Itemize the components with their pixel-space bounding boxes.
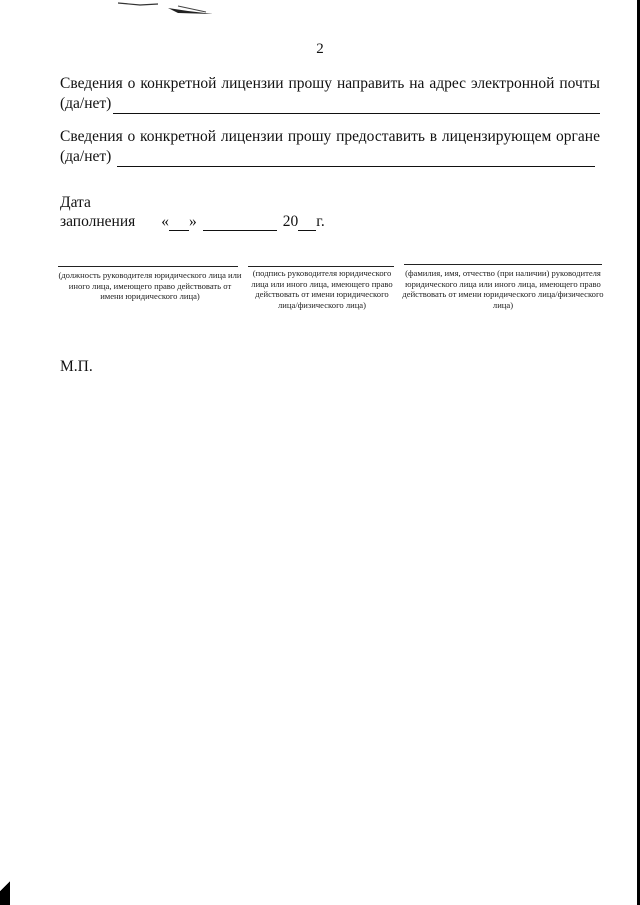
name-line[interactable]: [404, 264, 602, 265]
email-request-paragraph: [60, 74, 600, 114]
month-field[interactable]: [203, 216, 277, 231]
email-request-word: Сведения: [60, 75, 123, 92]
scan-artifact-top: [118, 0, 218, 14]
open-quote: «: [161, 213, 170, 230]
close-quote: »: [189, 213, 197, 230]
email-request-word: направить: [336, 75, 405, 92]
email-request-word: на: [409, 75, 425, 92]
email-yes-no-label: (да/нет): [60, 95, 112, 112]
office-request-word: предоставить: [336, 128, 425, 145]
stamp-place-label: М.П.: [60, 358, 93, 375]
email-request-word: лицензии: [221, 75, 284, 92]
office-request-word: лицензирующем: [441, 128, 552, 145]
office-request-word: о: [127, 128, 136, 145]
email-request-text: [60, 74, 600, 94]
year-suffix: г.: [316, 213, 325, 230]
email-request-word: адрес: [429, 75, 467, 92]
page-number: 2: [316, 41, 324, 57]
signature-line[interactable]: [248, 266, 394, 267]
email-request-word: прошу: [288, 75, 332, 92]
office-request-word: Сведения: [60, 128, 123, 145]
office-request-word: в: [429, 128, 438, 145]
office-request-paragraph: [60, 127, 600, 167]
year-field[interactable]: [298, 216, 316, 231]
date-label: Дата: [60, 194, 91, 211]
fill-date-block: [60, 193, 325, 231]
office-request-word: конкретной: [140, 128, 217, 145]
position-caption: (должность руководителя юридического лица или иного лица, имеющего право действовать от имени юридического лица): [58, 270, 242, 301]
email-request-word: конкретной: [140, 75, 217, 92]
office-request-word: прошу: [287, 128, 332, 145]
email-yes-no-field[interactable]: [113, 98, 600, 114]
position-line[interactable]: [58, 266, 238, 267]
office-request-word: лицензии: [220, 128, 284, 145]
office-yes-no-field[interactable]: [117, 151, 595, 167]
email-request-word: почты: [559, 75, 600, 92]
office-request-word: органе: [556, 128, 600, 145]
day-field[interactable]: [169, 216, 189, 231]
office-yes-no-label: (да/нет): [60, 148, 112, 165]
office-request-text: [60, 127, 600, 147]
email-request-word: электронной: [470, 75, 555, 92]
email-request-word: о: [127, 75, 136, 92]
fill-label: заполнения: [60, 213, 136, 230]
name-caption: (фамилия, имя, отчество (при наличии) руководителя юридического лица или иного лица, имеющего право действовать от имени юридического лица/физического лица): [402, 268, 604, 310]
scan-corner-bottom-left: [0, 875, 10, 905]
signature-caption: (подпись руководителя юридического лица или иного лица, имеющего право действовать от имени юридического лица/физического лица): [251, 268, 393, 310]
year-prefix: 20: [282, 213, 299, 230]
